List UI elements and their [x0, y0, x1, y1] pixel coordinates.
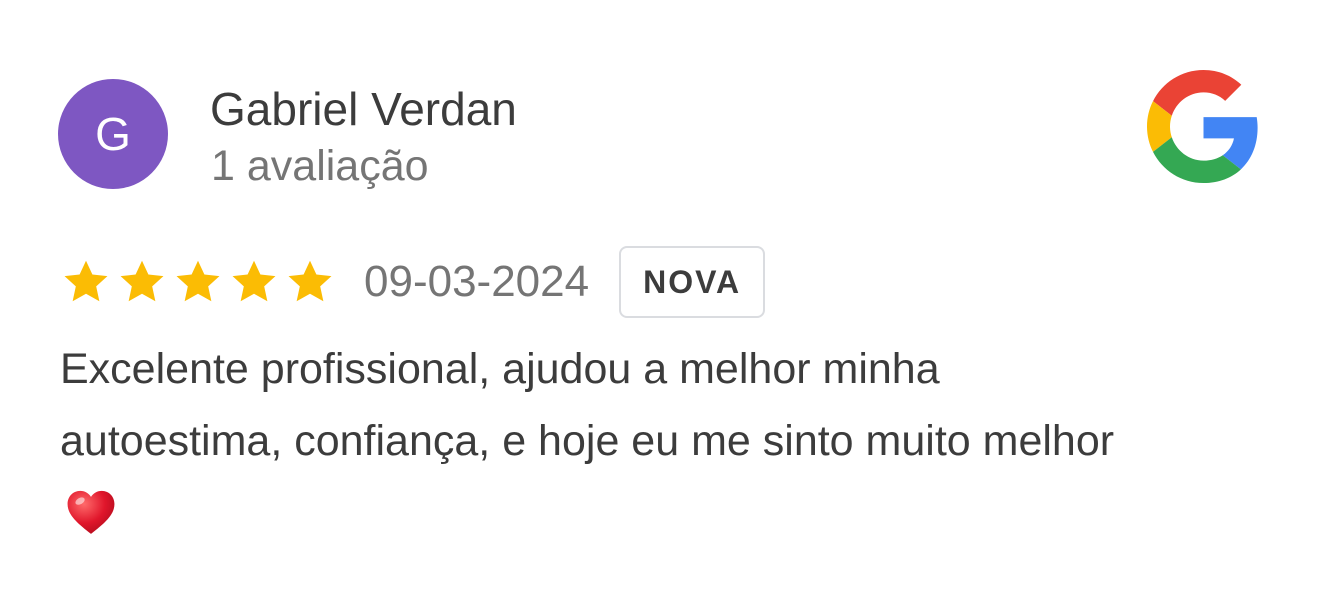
avatar-initial: G — [95, 108, 131, 160]
star-icon — [284, 256, 336, 308]
google-logo-icon — [1147, 70, 1260, 183]
star-icon — [60, 256, 112, 308]
heart-icon — [66, 489, 116, 535]
new-badge: NOVA — [619, 246, 765, 318]
review-text-line: Excelente profissional, ajudou a melhor minha — [60, 345, 940, 393]
star-icon — [116, 256, 168, 308]
review-date: 09-03-2024 — [364, 257, 590, 306]
rating-row — [60, 244, 765, 320]
review-count: 1 avaliação — [211, 142, 429, 190]
reviewer-name[interactable]: Gabriel Verdan — [210, 83, 517, 135]
star-icon — [172, 256, 224, 308]
avatar[interactable] — [58, 79, 168, 189]
star-icon — [228, 256, 280, 308]
star-rating — [60, 256, 336, 308]
review-text-line: autoestima, confiança, e hoje eu me sinto muito melhor — [60, 417, 1115, 465]
review-text — [60, 333, 1280, 477]
